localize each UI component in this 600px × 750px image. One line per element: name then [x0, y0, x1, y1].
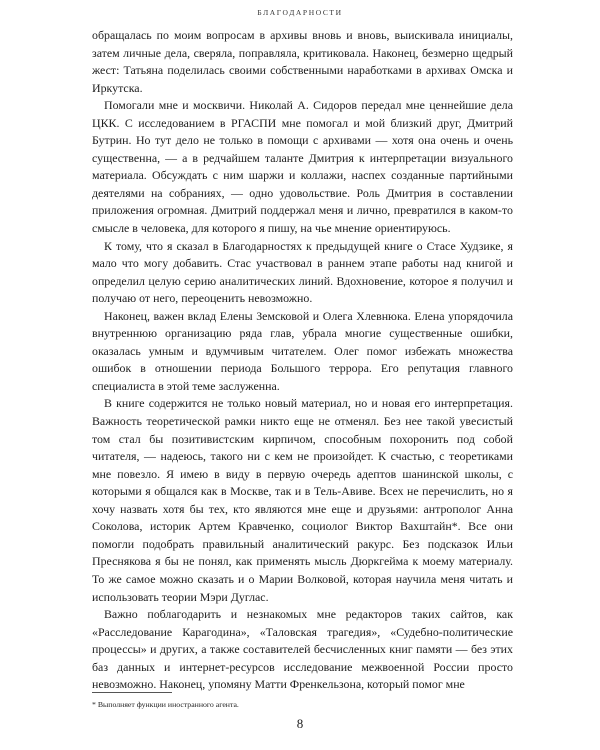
paragraph: Наконец, важен вклад Елены Земсковой и Олега Хлевнюка. Елена упорядочила внутреннюю организацию ряда глав, убрала многие существенные ошибки, оказалась умным и вдумчивым читателем. Олег помог избежать множества ошибок в отношении периода Большого террора. Его репутация главного специалиста в этой теме заслуженна. — [92, 308, 513, 393]
running-header: БЛАГОДАРНОСТИ — [257, 8, 343, 17]
page-number: 8 — [296, 716, 304, 731]
paragraph: В книге содержится не только новый материал, но и новая его интерпретация. Важность теоретической рамки никто еще не отменял. Без нее такой увесистый том стал бы позитивистским кирпичом, способным похоронить под собой читателя, — надеюсь, такого ни с кем не произойдет. К счастью, с теоретиками мне повезло. Я имею в виду в первую очередь адептов шанинской школы, с которыми я общался как в Москве, так и в Тель-Авиве. Всех не перечислить, но я хочу назвать хотя бы тех, кто являются мне еще и друзьями: антрополог Анна Соколова, историк Артем Кравченко, социолог Виктор Вахштайн*. Все они помогли подобрать правильный аналитический ракурс. Без подсказок Ильи Преснякова я бы не понял, как применять мысль Дюркгейма к моему материалу. То же самое можно сказать и о Марии Волковой, которая научила меня читать и использовать теории Мэри Дуглас. — [92, 396, 513, 604]
paragraph: К тому, что я сказал в Благодарностях к предыдущей книге о Стасе Худзике, я мало что могу добавить. Стас участвовал в раннем этапе работы над книгой и определил целую серию аналитических линий. Вдохновение, которое я получил и получаю от него, переоценить невозможно. — [92, 238, 513, 306]
footnote: * Выполняет функции иностранного агента. — [92, 700, 239, 709]
paragraph: Важно поблагодарить и незнакомых мне редакторов таких сайтов, как «Расследование Карагодина», «Таловская трагедия», «Судебно-политические процессы» и других, а также составителей бесчисленных книг памяти — без этих баз данных и интернет-ресурсов исследование межвоенной России просто невозможно. Наконец, упомяну Матти Френкельзона, который помог мне — [92, 607, 513, 692]
body-text — [92, 27, 513, 694]
paragraph: обращалась по моим вопросам в архивы вновь и вновь, выискивала инициалы, затем личные дела, сверяла, поправляла, критиковала. Наконец, безмерно щедрый жест: Татьяна поделилась своими собственными наработками в архивах Омска и Иркутска. — [92, 28, 513, 95]
paragraph: Помогали мне и москвичи. Николай А. Сидоров передал мне ценнейшие дела ЦКК. С исследованием в РГАСПИ мне помогал и мой близкий друг, Дмитрий Бутрин. Но тут дело не только в помощи с архивами — хотя она очень и очень существенна, — а в редчайшем таланте Дмитрия к интерпретации визуального материала. Обсуждать с ним шаржи и коллажи, наспех созданные партийными деятелями на собраниях, — одно удовольствие. Роль Дмитрия в составлении приложения огромная. Дмитрий поддержал меня и лично, превратился в каком-то смысле в человека, для которого я пишу, на чье мнение ориентируюсь. — [92, 98, 513, 236]
footnote-rule — [92, 692, 172, 693]
